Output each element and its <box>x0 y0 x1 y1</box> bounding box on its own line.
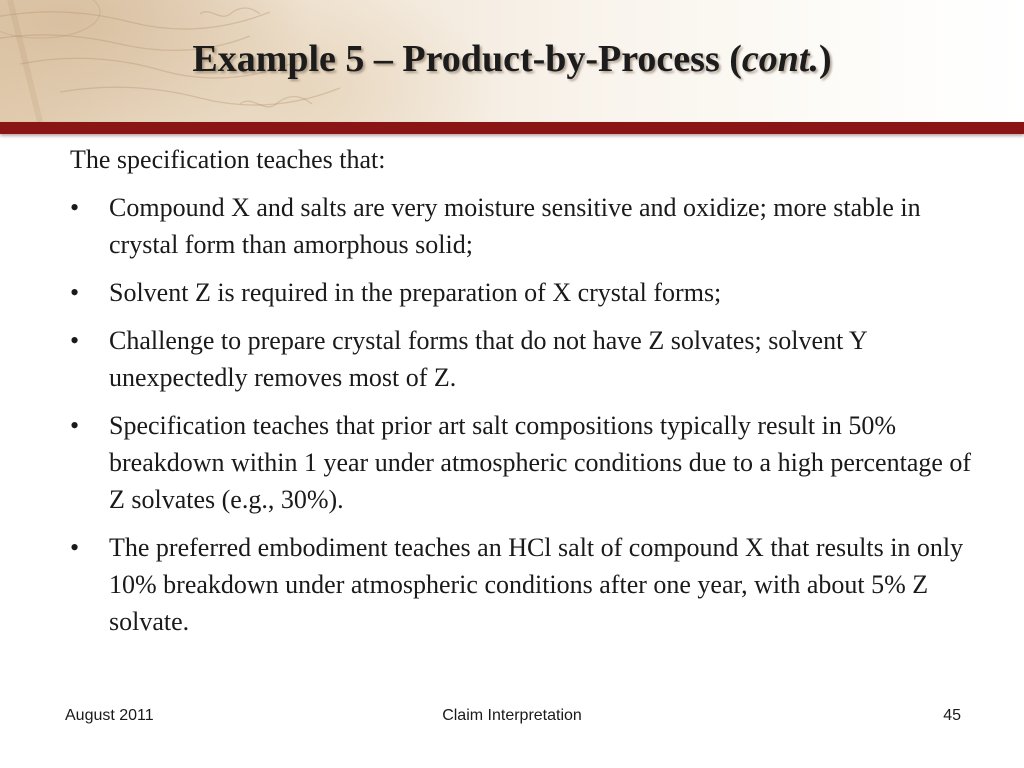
bullet-icon: • <box>70 326 80 355</box>
bullet-item <box>70 529 990 640</box>
footer-date: August 2011 <box>65 707 154 724</box>
header-banner <box>0 0 1024 122</box>
slide-title-main: Example 5 – Product-by-Process ( <box>192 38 742 80</box>
bullet-icon: • <box>70 193 80 222</box>
bullet-list <box>70 189 990 640</box>
slide-title-close: ) <box>818 38 832 80</box>
footer-page-number: 45 <box>943 707 961 724</box>
bullet-item <box>70 189 990 263</box>
slide-title <box>0 36 1024 82</box>
slide-title-italic: cont. <box>741 38 819 80</box>
intro-text: The specification teaches that: <box>70 145 386 174</box>
bullet-item <box>70 274 990 311</box>
bullet-text: Compound X and salts are very moisture sensitive and oxidize; more stable in crystal form than amorphous solid; <box>109 193 921 259</box>
bullet-icon: • <box>70 278 80 307</box>
bullet-text: Challenge to prepare crystal forms that do not have Z solvates; solvent Y unexpectedly removes most of Z. <box>109 326 867 392</box>
bullet-icon: • <box>70 411 80 440</box>
bullet-text: Solvent Z is required in the preparation of X crystal forms; <box>109 278 722 307</box>
slide-body <box>70 141 990 651</box>
bullet-text: Specification teaches that prior art salt compositions typically result in 50% breakdown within 1 year under atmospheric conditions due to a high percentage of Z solvates (e.g., 30%). <box>109 411 972 514</box>
bullet-item <box>70 322 990 396</box>
title-divider-bar <box>0 122 1024 134</box>
footer-presentation-title: Claim Interpretation <box>442 707 582 724</box>
slide-footer <box>0 703 1024 733</box>
bullet-text: The preferred embodiment teaches an HCl salt of compound X that results in only 10% breakdown under atmospheric conditions after one year, with about 5% Z solvate. <box>109 533 964 636</box>
bullet-item <box>70 407 990 518</box>
bullet-icon: • <box>70 533 80 562</box>
